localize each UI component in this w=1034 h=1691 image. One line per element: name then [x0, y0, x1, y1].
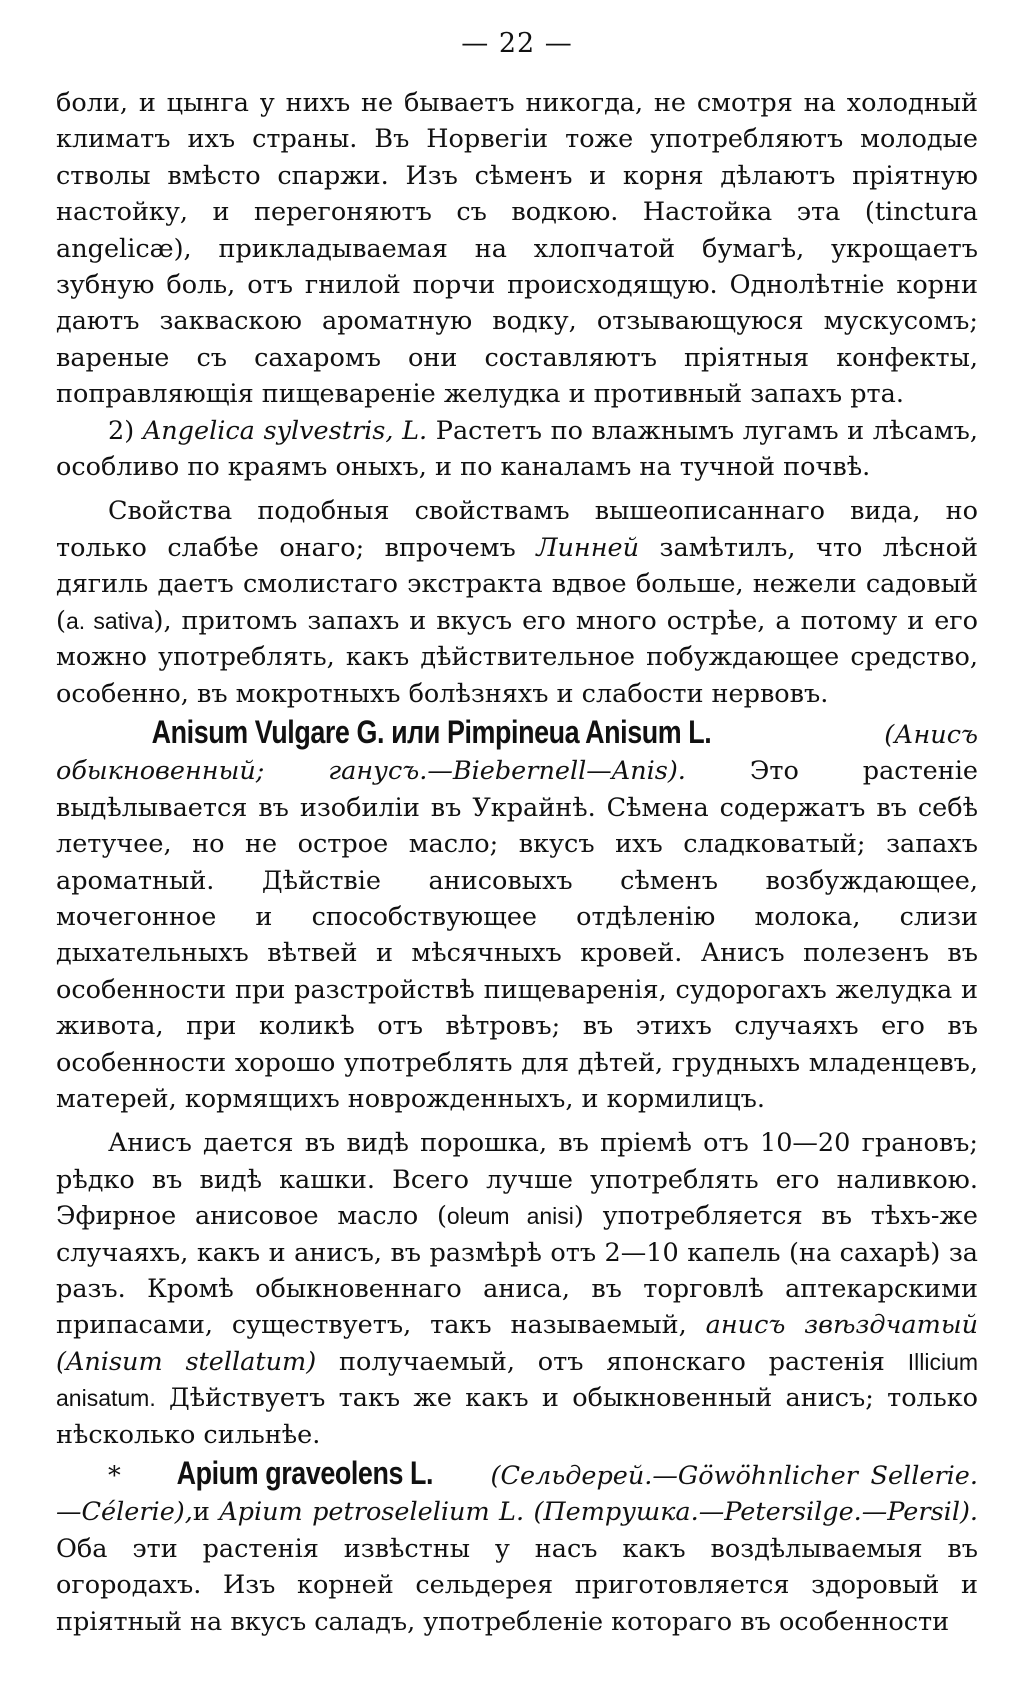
- anisum-synonyms: (Анисъ обыкновенный; ганусъ.—Biebernell—Anis).: [56, 719, 978, 787]
- apium-description: Оба эти растенія извѣстны у насъ какъ воздѣлываемыя въ огородахъ. Изъ корней сельдерея приготовляется здоровый и пріятный на вкусъ саладъ, употребленіе котораго въ особенности: [56, 1533, 978, 1637]
- paragraph-apium: [56, 1455, 978, 1640]
- illicium-term: Illicium anisatum.: [56, 1348, 979, 1412]
- apium-star: *: [108, 1461, 121, 1492]
- dosage-text-d: Дѣйствуетъ такъ же какъ и обыкновенный анисъ; только нѣсколько сильнѣе.: [56, 1383, 978, 1450]
- linnaeus-name: Линней: [536, 532, 640, 563]
- properties-text-a: Свойства подобныя свойствамъ вышеописаннаго вида, но только слабѣе онаго; впрочемъ: [56, 496, 978, 563]
- dosage-text-b: ) употребляется въ тѣхъ-же случаяхъ, какъ и анисъ, въ размѣрѣ отъ 2—10 капель (на сахарѣ) за разъ. Кромѣ обыкновеннаго аниса, въ торговлѣ аптекарскими припасами, существуетъ, такъ называемый,: [56, 1201, 978, 1341]
- paragraph-anisum-dosage: [56, 1125, 978, 1453]
- petroselinum-name: Apium petroselelium L.: [219, 1497, 525, 1528]
- star-anise-name: анисъ звѣздчатый: [705, 1310, 979, 1341]
- body-text: [56, 85, 978, 1640]
- apium-heading: Apium graveolens L.: [176, 1455, 434, 1492]
- apium-synonyms: (Сельдерей.—Göwöhnlicher Sellerie.—Célerie),: [56, 1461, 978, 1528]
- petroselinum-synonyms: (Петрушка.—Petersilge.—Persil).: [533, 1497, 979, 1528]
- paragraph-angelica-continued: боли, и цынга у нихъ не бываетъ никогда, не смотря на холодный климатъ ихъ страны. Въ Норвегіи тоже употребляютъ молодые стволы вмѣсто спаржи. Изъ сѣменъ и корня дѣлаютъ пріятную настойку, и перегоняютъ съ водкою. Настойка эта (tinctura angelicæ), прикладываемая на хлопчатой бумагѣ, укрощаетъ зубную боль, отъ гнилой порчи происходящую. Однолѣтніе корни даютъ закваскою ароматную водку, отзывающуюся мускусомъ; вареные съ сахаромъ они составляютъ пріятныя конфекты, поправляющія пищевареніе желудка и противный запахъ рта.: [56, 88, 978, 410]
- anisum-description: Это растеніе выдѣлывается въ изобиліи въ Украйнѣ. Сѣмена содержатъ въ себѣ летучее, но не острое масло; вкусъ ихъ сладковатый; запахъ ароматный. Дѣйствіе анисовыхъ сѣменъ возбуждающее, мочегонное и способствующее отдѣленію молока, слизи дыхательныхъ вѣтвей и мѣсячныхъ кровей. Анисъ полезенъ въ особенности при разстройствѣ пищеваренія, судорогахъ желудка и живота, при коликѣ отъ вѣтровъ; въ этихъ случаяхъ его въ особенности хорошо употреблять для дѣтей, грудныхъ младенцевъ, матерей, кормящихъ новрожденныхъ, и кормилицъ.: [56, 756, 979, 1114]
- species-author: L.: [402, 415, 428, 446]
- properties-text-b: замѣтилъ, что лѣсной дягиль даетъ смолистаго экстракта вдвое больше, нежели садовый (: [56, 532, 978, 636]
- properties-text-c: ), притомъ запахъ и вкусъ его много острѣе, а потому и его можно употреблять, какъ дѣйствительное побуждающее средство, особенно, въ мокротныхъ болѣзняхъ и слабости нервовъ.: [56, 605, 979, 709]
- entry-number: 2): [108, 415, 135, 446]
- paragraph-anisum: [56, 714, 978, 1117]
- apium-conjunction: и: [192, 1497, 210, 1528]
- species-name: Angelica sylvestris,: [142, 415, 394, 446]
- dosage-text-a: Анисъ дается въ видѣ порошка, въ пріемѣ отъ 10—20 грановъ; рѣдко въ видѣ кашки. Всего лучше употреблять его наливкою. Эфирное анисовое масло (: [56, 1128, 978, 1232]
- anisum-heading: Anisum Vulgare G. или Pimpineua Anisum L.: [151, 713, 712, 750]
- dosage-text-c: получаемый, отъ японскаго растенія: [339, 1346, 885, 1377]
- star-anise-latin: (Anisum stellatum): [56, 1346, 317, 1377]
- sativa-term: a. sativa: [65, 607, 154, 634]
- paragraph-angelica-sylvestris: [56, 413, 978, 486]
- page-number: — 22 —: [461, 28, 573, 59]
- oleum-term: oleum anisi: [446, 1203, 574, 1230]
- paragraph-properties: [56, 493, 978, 711]
- species-description: Растетъ по влажнымъ лугамъ и лѣсамъ, особливо по краямъ оныхъ, и по каналамъ на тучной почвѣ.: [56, 415, 979, 483]
